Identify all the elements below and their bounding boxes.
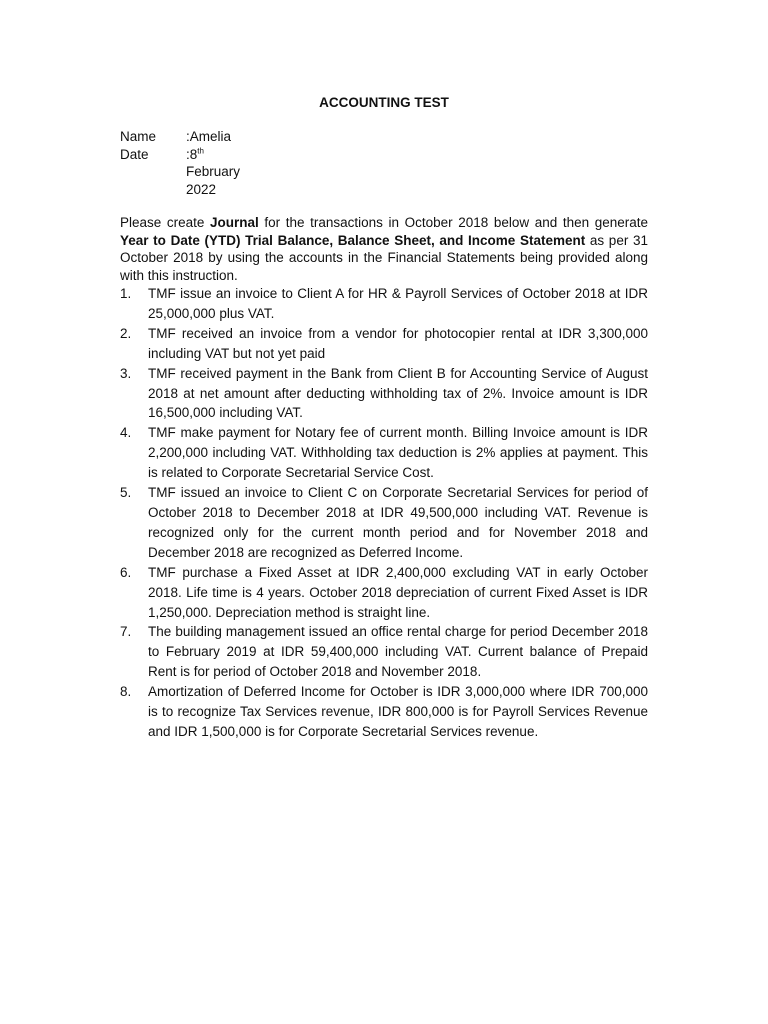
item-text: TMF issue an invoice to Client A for HR & Payroll Services of October 2018 at IDR 25,000,000 plus VAT. — [148, 286, 648, 321]
transaction-item — [120, 324, 648, 364]
item-text: TMF purchase a Fixed Asset at IDR 2,400,000 excluding VAT in early October 2018. Life time is 4 years. October 2018 depreciation of current Fixed Asset is IDR 1,250,000. Depreciation method is straight line. — [148, 564, 648, 620]
transaction-item — [120, 622, 648, 682]
name-value: :Amelia — [186, 129, 232, 144]
transaction-item — [120, 483, 648, 563]
date-value — [186, 146, 248, 199]
transaction-item — [120, 364, 648, 424]
item-number: 1. — [120, 286, 132, 301]
item-text: TMF received an invoice from a vendor for photocopier rental at IDR 3,300,000 including VAT but not yet paid — [148, 325, 648, 361]
item-number: 6. — [120, 564, 132, 580]
transaction-item — [120, 284, 648, 324]
intro-text-2: for the transactions in October 2018 below and then generate — [258, 215, 648, 230]
name-label: Name — [120, 129, 157, 144]
intro-text-3: as per 31 October 2018 by using the accounts in the Financial Statements being provided along with this instruction. — [120, 232, 648, 283]
item-text: Amortization of Deferred Income for October is IDR 3,000,000 where IDR 700,000 is to recognize Tax Services revenue, IDR 800,000 is for Payroll Services Revenue and IDR 1,500,000 is for Corporate Secretarial Services revenue. — [148, 684, 648, 739]
item-text: The building management issued an office rental charge for period December 2018 to February 2019 at IDR 59,400,000 including VAT. Current balance of Prepaid Rent is for period of October 2018 and November 2018. — [148, 624, 648, 680]
date-row — [120, 146, 248, 199]
header-info — [120, 128, 248, 198]
item-number: 5. — [120, 485, 132, 501]
transaction-item — [120, 563, 648, 623]
transaction-item — [120, 682, 648, 742]
intro-bold-reports: Year to Date (YTD) Trial Balance, Balance Sheet, and Income Statement — [120, 232, 586, 248]
date-year: 2022 — [186, 181, 217, 197]
document-title: ACCOUNTING TEST — [319, 95, 449, 110]
item-number: 8. — [120, 684, 132, 700]
date-day: :8 — [186, 146, 198, 162]
item-number: 3. — [120, 365, 132, 381]
item-number: 7. — [120, 624, 132, 640]
item-text: TMF make payment for Notary fee of current month. Billing Invoice amount is IDR 2,200,000 including VAT. Withholding tax deduction is 2% applies at payment. This is related to Corporate Secretarial Service Cost. — [148, 425, 648, 481]
item-text: TMF issued an invoice to Client C on Corporate Secretarial Services for period of October 2018 to December 2018 at IDR 49,500,000 including VAT. Revenue is recognized only for the current month period and for November 2018 and December 2018 are recognized as Deferred Income. — [148, 485, 648, 560]
date-day-suffix: th — [197, 146, 204, 155]
transaction-list — [120, 284, 648, 742]
instruction-paragraph — [120, 214, 648, 284]
transaction-item — [120, 423, 648, 483]
item-number: 2. — [120, 325, 132, 341]
item-text: TMF received payment in the Bank from Client B for Accounting Service of August 2018 at net amount after deducting withholding tax of 2%. Invoice amount is IDR 16,500,000 including VAT. — [148, 365, 648, 421]
item-number: 4. — [120, 425, 132, 441]
intro-text-1: Please create — [120, 215, 210, 230]
name-row — [120, 128, 248, 146]
date-label: Date — [120, 146, 149, 162]
intro-bold-journal: Journal — [210, 215, 259, 230]
date-month: February — [186, 164, 241, 179]
